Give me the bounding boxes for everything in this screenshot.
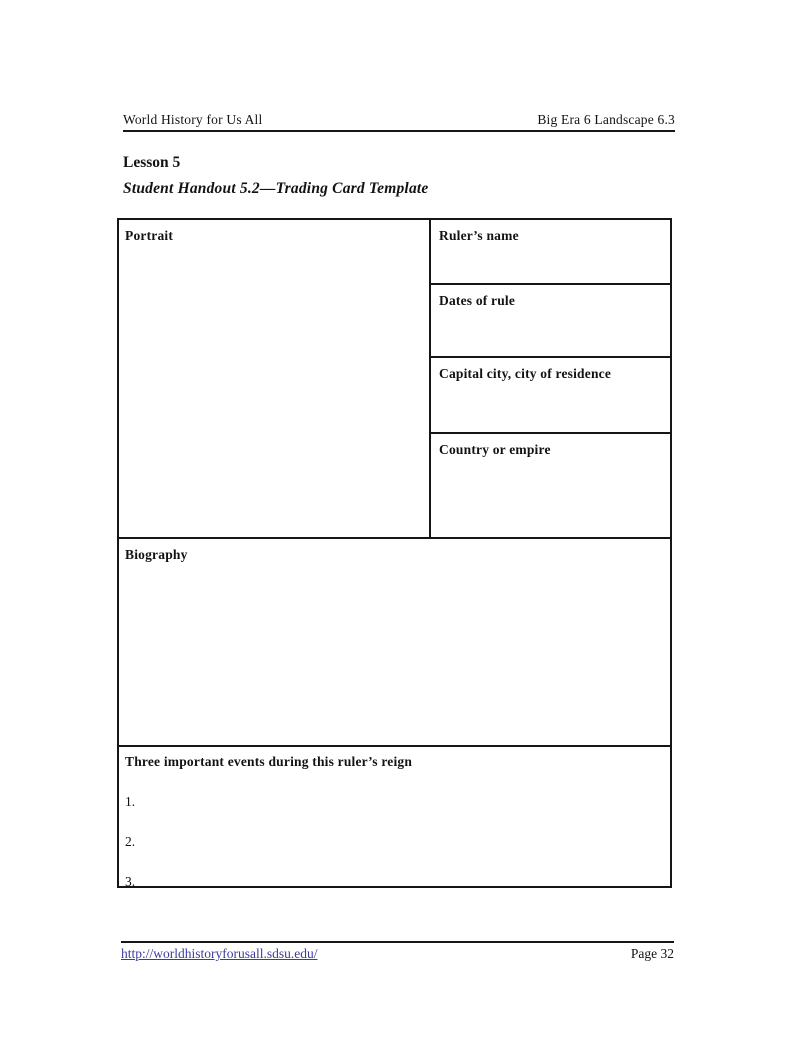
page-number: Page 32 — [630, 946, 674, 961]
dates-of-rule-cell — [431, 283, 670, 356]
header-right-text: Big Era 6 Landscape 6.3 — [537, 112, 675, 127]
footer-url-link[interactable]: http://worldhistoryforusall.sdsu.edu/ — [121, 946, 318, 961]
events-label: Three important events during this ruler’s reign — [125, 754, 413, 769]
header-left-text: World History for Us All — [123, 112, 263, 127]
dates-of-rule-label: Dates of rule — [439, 293, 516, 308]
capital-city-label: Capital city, city of residence — [439, 366, 612, 381]
capital-city-cell — [431, 356, 670, 432]
trading-card-table — [117, 218, 672, 888]
handout-title: Student Handout 5.2—Trading Card Template — [123, 180, 429, 197]
country-empire-label: Country or empire — [439, 442, 551, 457]
portrait-label: Portrait — [125, 228, 174, 243]
event-item-2: 2. — [125, 834, 136, 849]
events-cell — [119, 745, 670, 897]
card-top-section — [119, 220, 670, 537]
country-empire-cell — [431, 432, 670, 537]
portrait-cell — [119, 220, 429, 537]
page-header — [123, 112, 675, 132]
ruler-name-label: Ruler’s name — [439, 228, 519, 243]
biography-cell — [119, 537, 670, 745]
ruler-name-cell — [431, 220, 670, 283]
event-item-3: 3. — [125, 874, 136, 889]
page-footer — [121, 941, 674, 962]
lesson-title: Lesson 5 — [123, 154, 181, 171]
biography-label: Biography — [125, 547, 188, 562]
event-item-1: 1. — [125, 794, 136, 809]
card-fields-column — [429, 220, 670, 537]
